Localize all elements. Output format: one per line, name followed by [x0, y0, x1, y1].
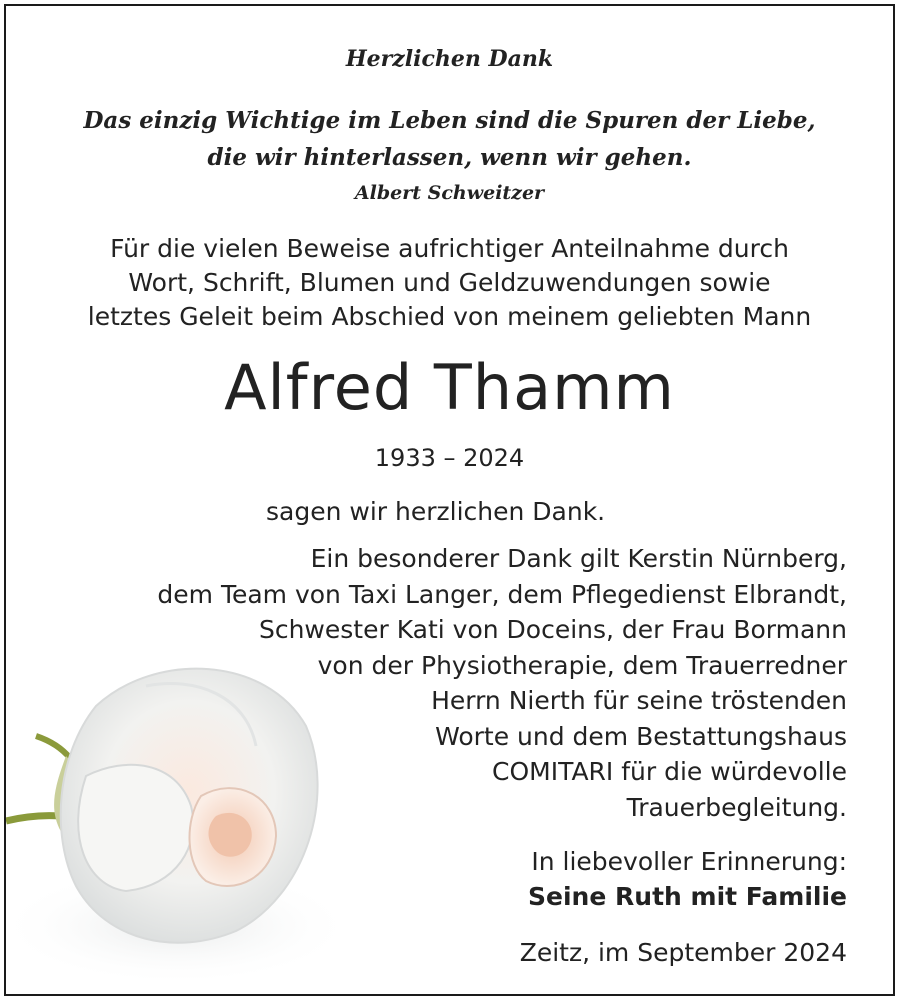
deceased-name: Alfred Thamm	[224, 351, 675, 424]
life-years: 1933 – 2024	[374, 444, 525, 472]
obituary-frame	[4, 4, 895, 996]
special-line: Worte und dem Bestattungshaus	[435, 721, 847, 751]
special-line: Herrn Nierth für seine tröstenden	[431, 686, 847, 715]
family-signature: Seine Ruth mit Familie	[528, 882, 847, 911]
special-line: COMITARI für die würdevolle	[492, 757, 847, 786]
special-line: dem Team von Taxi Langer, dem Pflegedienst Elbrandt,	[157, 579, 847, 609]
intro-line: Für die vielen Beweise aufrichtiger Anteilnahme durch	[110, 234, 789, 263]
quote-author: Albert Schweitzer	[354, 182, 545, 204]
place-date: Zeitz, im September 2024	[519, 938, 847, 967]
quote-line: Das einzig Wichtige im Leben sind die Spuren der Liebe,	[83, 107, 816, 134]
special-thanks	[27, 541, 847, 825]
special-line: Trauerbegleitung.	[626, 792, 847, 822]
memory-block	[247, 844, 847, 914]
intro-text	[6, 232, 893, 334]
special-line: Ein besonderer Dank gilt Kerstin Nürnberg,	[310, 544, 847, 573]
quote-line: die wir hinterlassen, wenn wir gehen.	[207, 144, 692, 171]
intro-line: letztes Geleit beim Abschied von meinem geliebten Mann	[87, 302, 812, 331]
memory-label: In liebevoller Erinnerung:	[531, 847, 847, 876]
thanks-text: sagen wir herzlichen Dank.	[266, 497, 606, 526]
heading: Herzlichen Dank	[345, 46, 554, 72]
special-line: Schwester Kati von Doceins, der Frau Bormann	[258, 615, 847, 644]
quote	[6, 102, 893, 176]
intro-line: Wort, Schrift, Blumen und Geldzuwendungen sowie	[128, 268, 771, 297]
special-line: von der Physiotherapie, dem Trauerredner	[317, 650, 847, 680]
